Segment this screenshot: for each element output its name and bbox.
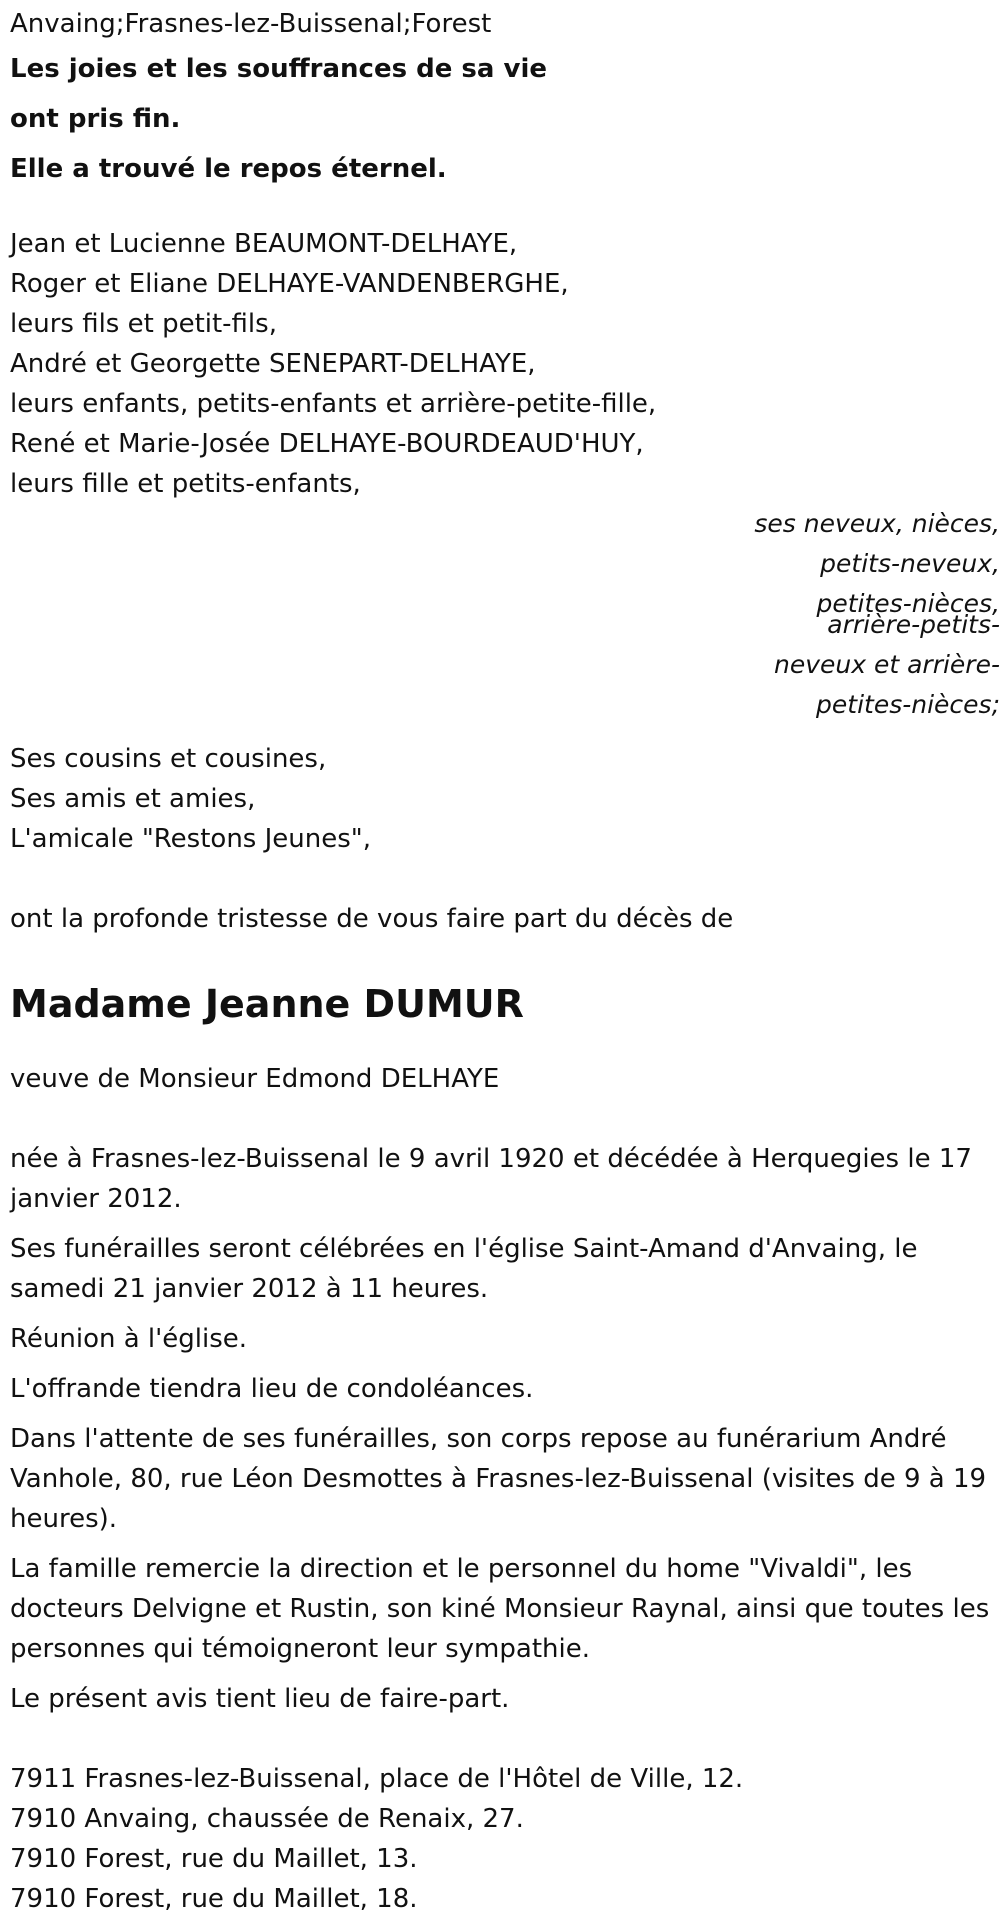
address-list	[10, 1759, 990, 1919]
relatives-italic-block	[10, 504, 1000, 725]
obituary-page	[10, 0, 1000, 1919]
quote-line: Les joies et les souffrances de sa vie	[10, 54, 547, 84]
details-paragraphs	[10, 1139, 990, 1719]
family-line: leurs fils et petit-fils,	[10, 309, 277, 339]
family-line: Roger et Eliane DELHAYE-VANDENBERGHE,	[10, 269, 569, 299]
detail-paragraph: née à Frasnes-lez-Buissenal le 9 avril 1920 et décédée à Herquegies le 17 janvier 2012.	[10, 1144, 972, 1214]
relatives-line: arrière-petits-	[827, 610, 1000, 639]
address-line: 7910 Forest, rue du Maillet, 18.	[10, 1884, 418, 1914]
deceased-name: Madame Jeanne DUMUR	[10, 982, 524, 1026]
detail-paragraph: Le présent avis tient lieu de faire-part.	[10, 1684, 510, 1714]
relatives-line: petits-neveux,	[820, 549, 1000, 578]
family-line: Jean et Lucienne BEAUMONT-DELHAYE,	[10, 229, 518, 259]
address-line: 7911 Frasnes-lez-Buissenal, place de l'Hôtel de Ville, 12.	[10, 1764, 744, 1794]
detail-paragraph: Dans l'attente de ses funérailles, son corps repose au funérarium André Vanhole, 80, rue Léon Desmottes à Frasnes-lez-Buissenal (visites de 9 à 19 heures).	[10, 1424, 987, 1534]
family-list	[10, 224, 990, 504]
announcement: ont la profonde tristesse de vous faire part du décès de	[10, 904, 734, 934]
locations-line: Anvaing;Frasnes-lez-Buissenal;Forest	[10, 9, 492, 39]
friends-list	[10, 739, 990, 859]
detail-paragraph: L'offrande tiendra lieu de condoléances.	[10, 1374, 534, 1404]
friends-line: Ses cousins et cousines,	[10, 744, 327, 774]
quote-line: ont pris fin.	[10, 104, 181, 134]
family-line: André et Georgette SENEPART-DELHAYE,	[10, 349, 536, 379]
quote-block	[10, 44, 990, 194]
family-line: René et Marie-Josée DELHAYE-BOURDEAUD'HUY,	[10, 429, 644, 459]
relatives-line: neveux et arrière-	[773, 650, 1000, 679]
address-line: 7910 Anvaing, chaussée de Renaix, 27.	[10, 1804, 524, 1834]
relatives-line: petites-nièces;	[816, 690, 1000, 719]
widow-of: veuve de Monsieur Edmond DELHAYE	[10, 1064, 500, 1094]
quote-line: Elle a trouvé le repos éternel.	[10, 154, 447, 184]
detail-paragraph: Ses funérailles seront célébrées en l'église Saint-Amand d'Anvaing, le samedi 21 janvier 2012 à 11 heures.	[10, 1234, 918, 1304]
friends-line: L'amicale "Restons Jeunes",	[10, 824, 372, 854]
address-line: 7910 Forest, rue du Maillet, 13.	[10, 1844, 418, 1874]
family-line: leurs fille et petits-enfants,	[10, 469, 361, 499]
family-line: leurs enfants, petits-enfants et arrière-petite-fille,	[10, 389, 657, 419]
friends-line: Ses amis et amies,	[10, 784, 256, 814]
relatives-line: petites-nièces,	[816, 589, 1000, 618]
detail-paragraph: La famille remercie la direction et le personnel du home "Vivaldi", les docteurs Delvigne et Rustin, son kiné Monsieur Raynal, ainsi que toutes les personnes qui témoigneront leur sympathie.	[10, 1554, 990, 1664]
detail-paragraph: Réunion à l'église.	[10, 1324, 248, 1354]
relatives-line: ses neveux, nièces,	[754, 509, 1000, 538]
